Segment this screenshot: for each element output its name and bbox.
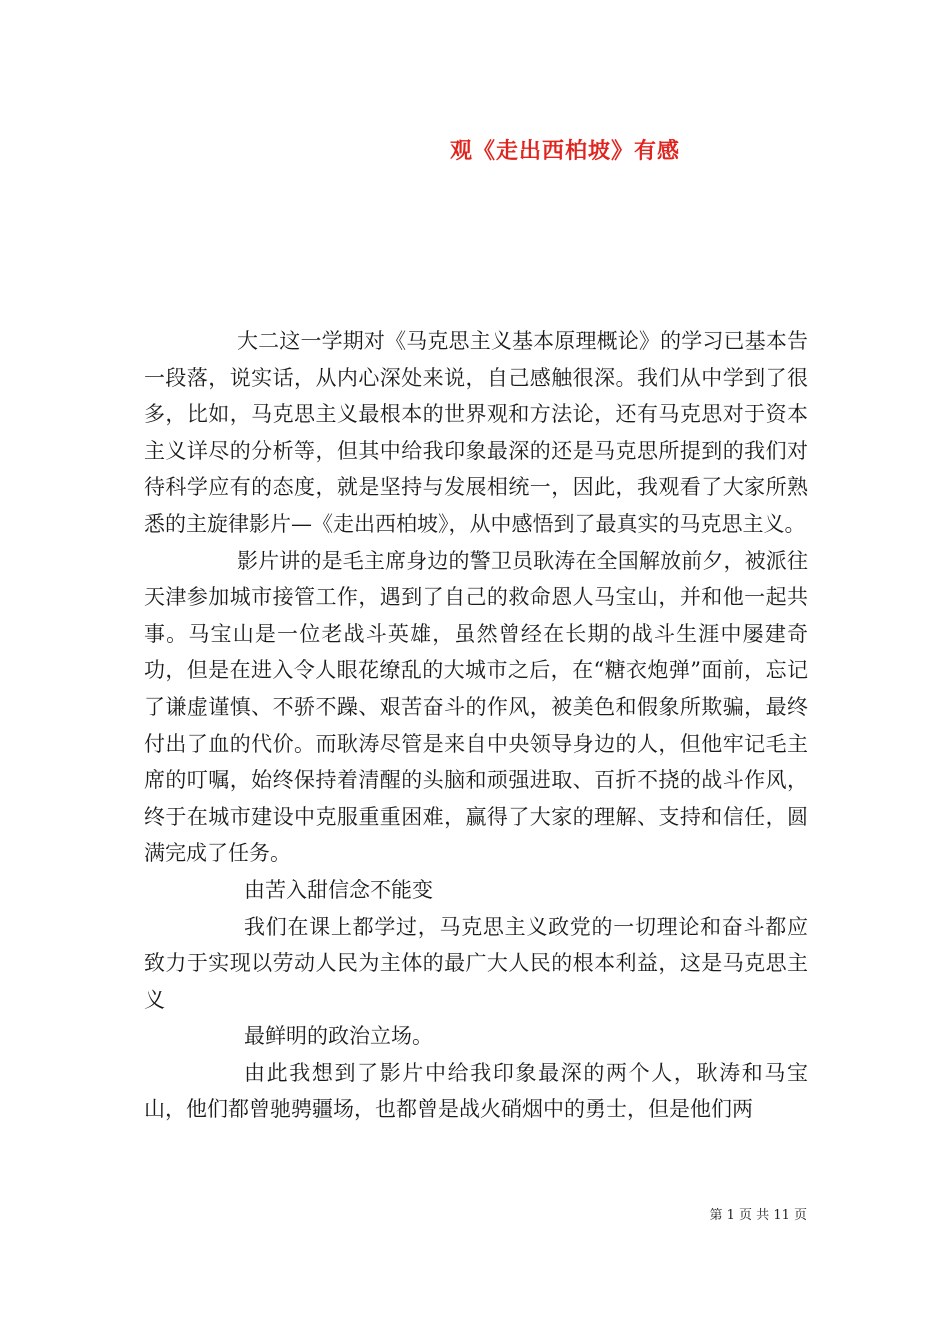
paragraph-theory: 我们在课上都学过，马克思主义政党的一切理论和奋斗都应致力于实现以劳动人民为主体的最广大人民的根本利益，这是马克思主义 xyxy=(144,914,808,1012)
page-number: 第 1 页 共 11 页 xyxy=(709,1208,807,1223)
paragraph-characters: 由此我想到了影片中给我印象最深的两个人，耿涛和马宝山，他们都曾驰骋疆场，也都曾是战火硝烟中的勇士，但是他们两 xyxy=(144,1060,808,1122)
document-body xyxy=(144,323,808,1128)
paragraph-theory-cont: 最鲜明的政治立场。 xyxy=(244,1024,433,1049)
paragraph-plot: 影片讲的是毛主席身边的警卫员耿涛在全国解放前夕，被派往天津参加城市接管工作，遇到了自己的救命恩人马宝山，并和他一起共事。马宝山是一位老战斗英雄，虽然曾经在长期的战斗生涯中屡建奇功，但是在进入令人眼花缭乱的大城市之后，在“糖衣炮弹”面前，忘记了谦虚谨慎、不骄不躁、艰苦奋斗的作风，被美色和假象所欺骗，最终付出了血的代价。而耿涛尽管是来自中央领导身边的人，但他牢记毛主席的叮嘱，始终保持着清醒的头脑和顽强进取、百折不挠的战斗作风，终于在城市建设中克服重重困难，赢得了大家的理解、支持和信任，圆满完成了任务。 xyxy=(144,548,808,866)
section-heading: 由苦入甜信念不能变 xyxy=(244,877,433,902)
document-title: 观《走出西柏坡》有感 xyxy=(450,138,681,164)
paragraph-intro: 大二这一学期对《马克思主义基本原理概论》的学习已基本告一段落，说实话，从内心深处来说，自己感触很深。我们从中学到了很多，比如，马克思主义最根本的世界观和方法论，还有马克思对于资本主义详尽的分析等，但其中给我印象最深的还是马克思所提到的我们对待科学应有的态度，就是坚持与发展相统一，因此，我观看了大家所熟悉的主旋律影片—《走出西柏坡》，从中感悟到了最真实的马克思主义。 xyxy=(144,329,808,536)
